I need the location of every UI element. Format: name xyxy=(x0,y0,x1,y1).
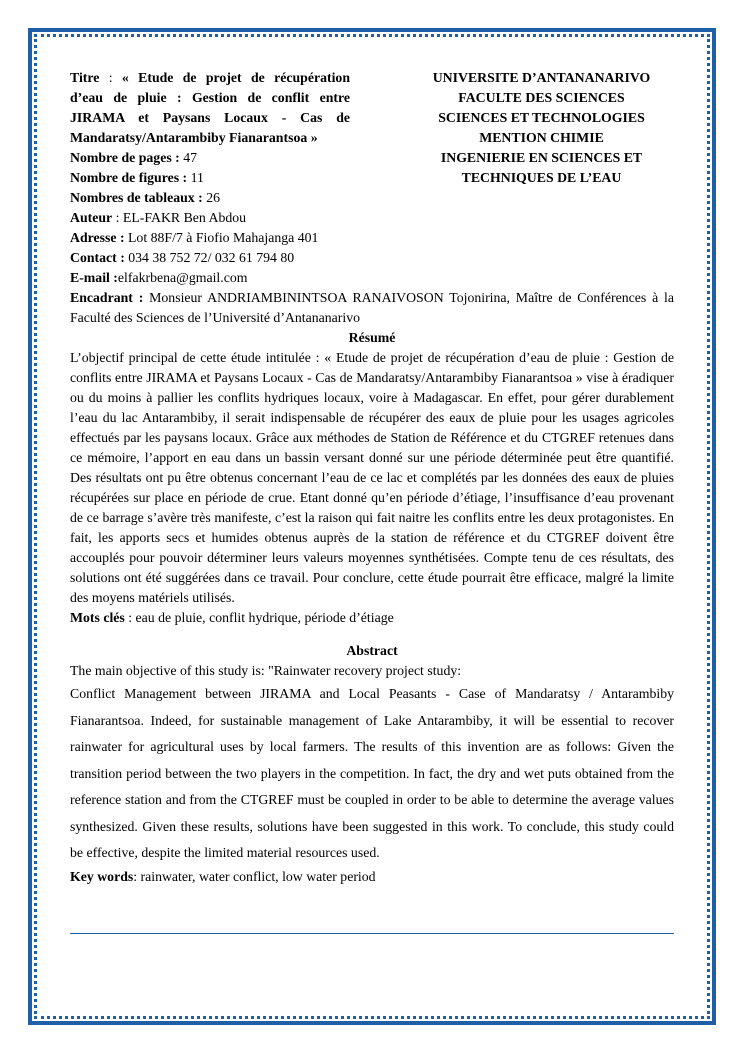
abstract-keywords-label: Key words xyxy=(70,868,134,884)
contact xyxy=(70,248,350,268)
title-line xyxy=(70,108,350,128)
title-text-1: « Etude de projet de récupération xyxy=(121,70,350,85)
abstract-first-line: The main objective of this study is: "Rainwater recovery project study: xyxy=(70,663,462,678)
author-value: EL-FAKR Ben Abdou xyxy=(122,210,247,225)
tables-label: Nombres de tableaux : xyxy=(70,190,203,205)
supervisor xyxy=(70,288,674,328)
document-header xyxy=(70,68,674,288)
title-line xyxy=(70,88,350,108)
title-text-2: d’eau de pluie : Gestion de conflit entre xyxy=(70,90,350,105)
supervisor-value: Monsieur ANDRIAMBININTSOA RANAIVOSON Tojonirina, Maître de Conférences à la Faculté des Sciences de l’Université d’Antananarivo xyxy=(70,290,674,325)
figures-label: Nombre de figures : xyxy=(70,170,188,185)
contact-value: 034 38 752 72/ 032 61 794 80 xyxy=(128,250,295,265)
figures-count xyxy=(70,168,350,188)
contact-label: Contact : xyxy=(70,250,125,265)
address-label: Adresse : xyxy=(70,230,125,245)
title-text-4: Mandaratsy/Antarambiby Fianarantsoa » xyxy=(70,130,318,145)
resume-keywords xyxy=(70,608,674,628)
resume-heading: Résumé xyxy=(348,330,396,345)
resume-body: L’objectif principal de cette étude intitulée : « Etude de projet de récupération d’eau de pluie : Gestion de conflits entre JIRAMA et Paysans Locaux - Cas de Mandaratsy/Antarambiby Fianarantsoa » vise à éradiquer ou du moins à pallier les conflits hydriques locaux, voire à Madagascar. En effet, pour gérer durablement l’eau du lac Antarambiby, il serait indispensable de récupérer des eaux de pluie pour les usages agricoles effectués par les paysans locaux. Grâce aux méthodes de Station de Référence et du CTGREF retenues dans ce mémoire, l’apport en eau dans un bassin versant donné sur une période déterminée peut être quantifié. Des résultats ont pu être obtenus concernant l’eau de ce lac et complétés par les données des eaux de pluies récupérées sur place en période de crue. Etant donné qu’en période d’étiage, l’insuffisance d’eau provenant de ce barrage s’avère très manifeste, c’est la raison qui fait naitre les conflits entre les deux protagonistes. En fait, les apports secs et humides obtenus auprès de la station de référence et du CTGREF doivent être accouplés pour pouvoir déterminer leurs valeurs moyennes synthétisées. Compte tenu de ces résultats, des solutions ont été suggérées dans ce travail. Pour conclure, cette étude pourrait être efficace, malgré la limite des moyens matériels utilisés. xyxy=(70,350,674,605)
document-content xyxy=(70,68,674,887)
abstract-keywords-value: : rainwater, water conflict, low water period xyxy=(133,868,376,884)
institution-line: TECHNIQUES DE L’EAU xyxy=(461,170,622,185)
email-value: elfakrbena@gmail.com xyxy=(117,270,248,285)
abstract-body: Conflict Management between JIRAMA and Local Peasants - Case of Mandaratsy / Antarambiby Fianarantsoa. Indeed, for sustainable management of Lake Antarambiby, it will be essential to recover rainwater for agricultural uses by local farmers. The results of this invention are as follows: Given the transition period between the two players in the competition. In fact, the dry and wet puts obtained from the reference station and from the CTGREF must be coupled in order to be able to determine the average values synthesized. Given these results, solutions have been suggested in this work. To conclude, this study could be effective, despite the limited material resources used. xyxy=(70,686,674,860)
figures-value: 11 xyxy=(190,170,204,185)
address xyxy=(70,228,350,248)
institution-line: MENTION CHIMIE xyxy=(479,130,604,145)
supervisor-label: Encadrant : xyxy=(70,290,144,305)
institution-line: UNIVERSITE D’ANTANANARIVO xyxy=(432,70,651,85)
title-line xyxy=(70,128,350,148)
author-label: Auteur xyxy=(70,210,113,225)
institution-line: INGENIERIE EN SCIENCES ET xyxy=(440,150,643,165)
title-line: Titre : « Etude de projet de récupération xyxy=(70,70,350,85)
title-text-3: JIRAMA et Paysans Locaux - Cas de xyxy=(70,110,350,125)
bottom-rule xyxy=(70,933,674,934)
address-value: Lot 88F/7 à Fiofio Mahajanga 401 xyxy=(128,230,319,245)
title-block xyxy=(70,68,350,288)
pages-value: 47 xyxy=(183,150,197,165)
pages-label: Nombre de pages : xyxy=(70,150,180,165)
title-label: Titre xyxy=(70,70,100,85)
author: Auteur : EL-FAKR Ben Abdou xyxy=(70,210,247,225)
institution-line: SCIENCES ET TECHNOLOGIES xyxy=(438,110,645,125)
resume-keywords-label: Mots clés xyxy=(70,610,125,625)
spacer xyxy=(70,628,674,641)
abstract-heading: Abstract xyxy=(346,643,398,658)
institution-line: FACULTE DES SCIENCES xyxy=(458,90,625,105)
email-label: E-mail : xyxy=(70,270,118,285)
pages-count xyxy=(70,148,350,168)
resume-keywords-value: : eau de pluie, conflit hydrique, période d’étiage xyxy=(128,610,394,625)
abstract-keywords xyxy=(70,867,674,887)
email xyxy=(70,268,350,288)
tables-value: 26 xyxy=(206,190,220,205)
institution-block xyxy=(409,68,674,288)
tables-count xyxy=(70,188,350,208)
